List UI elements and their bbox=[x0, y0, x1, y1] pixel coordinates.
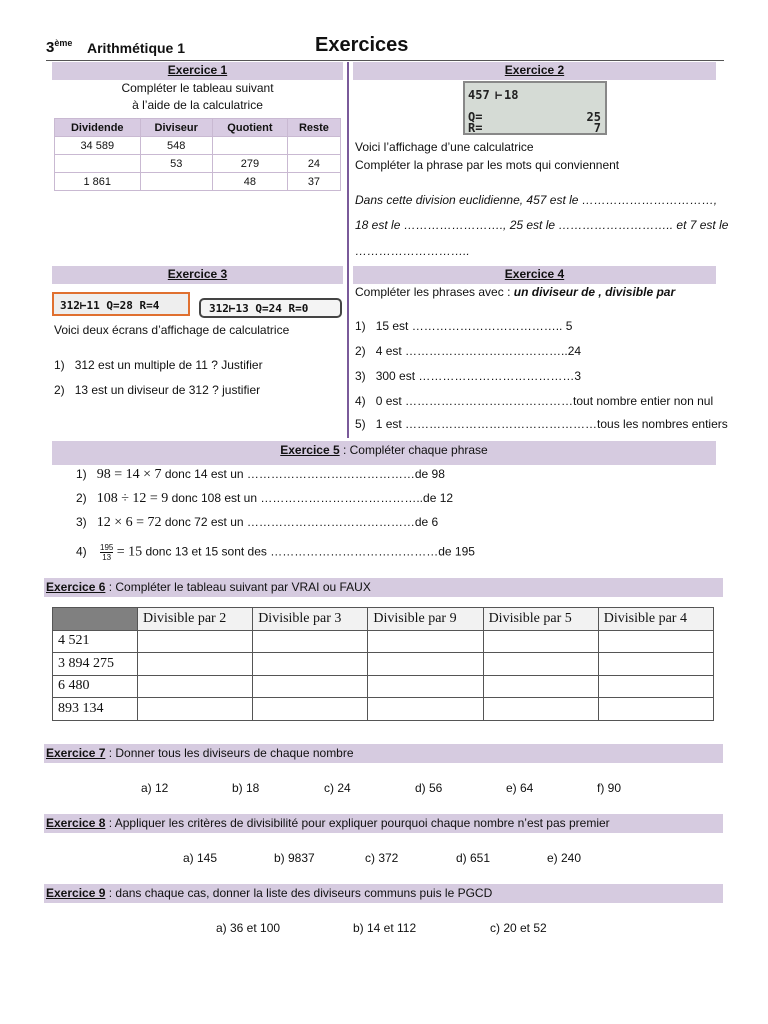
list-item: e) 64 bbox=[506, 781, 534, 795]
answer-cell[interactable] bbox=[138, 630, 253, 653]
ex4-title: Exercice 4 bbox=[504, 267, 565, 281]
list-item: b) 18 bbox=[232, 781, 260, 795]
ex1-table bbox=[54, 118, 341, 191]
list-item: d) 56 bbox=[415, 781, 443, 795]
answer-cell[interactable] bbox=[138, 698, 253, 721]
answer-cell[interactable] bbox=[368, 653, 483, 676]
answer-cell[interactable] bbox=[598, 630, 713, 653]
ex1-cell bbox=[212, 137, 287, 155]
ex1-cell: 548 bbox=[140, 137, 212, 155]
table-corner bbox=[53, 608, 138, 631]
ex5-title: Exercice 5 : Compléter chaque phrase bbox=[280, 443, 488, 457]
list-item: 1) 15 est ……………………………….. 5 bbox=[355, 319, 573, 333]
ex6-title: Exercice 6 : Compléter le tableau suivant par VRAI ou FAUX bbox=[46, 580, 371, 594]
ex6-col-header: Divisible par 5 bbox=[483, 608, 598, 631]
list-item: 3) 12 × 6 = 72 donc 72 est un ……………………………………de 6 bbox=[76, 515, 439, 530]
page-title: Exercices bbox=[315, 34, 409, 56]
ex1-instruction-1: Compléter le tableau suivant bbox=[121, 81, 274, 95]
list-item: b) 14 et 112 bbox=[353, 921, 417, 935]
ex9-title: Exercice 9 : dans chaque cas, donner la liste des diviseurs communs puis le PGCD bbox=[46, 886, 493, 900]
ex7-title: Exercice 7 : Donner tous les diviseurs de chaque nombre bbox=[46, 746, 354, 760]
list-item: a) 36 et 100 bbox=[216, 921, 281, 935]
answer-cell[interactable] bbox=[483, 698, 598, 721]
ex4-instruction: Compléter les phrases avec : un diviseur de , divisible par bbox=[355, 285, 676, 299]
ex2-sentence-1: Dans cette division euclidienne, 457 est le ……………………………, bbox=[355, 193, 718, 207]
answer-cell[interactable] bbox=[253, 630, 368, 653]
ex1-cell: 34 589 bbox=[55, 137, 141, 155]
answer-cell[interactable] bbox=[253, 675, 368, 698]
list-item: 1) 312 est un multiple de 11 ? Justifier bbox=[54, 358, 263, 372]
calculator-screen-2 bbox=[199, 298, 342, 318]
table-row bbox=[53, 698, 714, 721]
list-item: f) 90 bbox=[597, 781, 622, 795]
list-item: a) 12 bbox=[141, 781, 169, 795]
ex6-row-number: 3 894 275 bbox=[53, 653, 138, 676]
ex3-text: Voici deux écrans d’affichage de calculatrice bbox=[54, 323, 290, 337]
ex2-sentence-3: ……………………….. bbox=[355, 244, 470, 258]
ex1-col-header: Quotient bbox=[212, 119, 287, 137]
list-item: 4) $\frac{195}{13}$ = 15 donc 13 et 15 sont des ……………………………………de 195 bbox=[76, 543, 475, 562]
answer-cell[interactable] bbox=[138, 675, 253, 698]
ex1-col-header: Dividende bbox=[55, 119, 141, 137]
calc-r-label: R= bbox=[468, 121, 483, 135]
answer-cell[interactable] bbox=[253, 698, 368, 721]
table-row bbox=[55, 173, 341, 191]
ex1-cell: 24 bbox=[287, 155, 340, 173]
list-item: b) 9837 bbox=[274, 851, 315, 865]
ex6-col-header: Divisible par 3 bbox=[253, 608, 368, 631]
answer-cell[interactable] bbox=[368, 698, 483, 721]
answer-cell[interactable] bbox=[253, 653, 368, 676]
list-item: c) 24 bbox=[324, 781, 351, 795]
ex6-table bbox=[52, 607, 714, 721]
ex6-row-number: 4 521 bbox=[53, 630, 138, 653]
answer-cell[interactable] bbox=[368, 675, 483, 698]
calc-screen-text: 312⊢11 Q=28 R=4 bbox=[60, 299, 160, 312]
list-item: 5) 1 est …………………………………………tous les nombres entiers bbox=[355, 417, 728, 431]
list-item: 3) 300 est …………………………………3 bbox=[355, 369, 582, 383]
ex1-cell: 48 bbox=[212, 173, 287, 191]
answer-cell[interactable] bbox=[483, 630, 598, 653]
calc-q-label: Q= bbox=[468, 110, 483, 124]
calculator-screen bbox=[463, 81, 607, 135]
header-divider bbox=[46, 60, 724, 61]
ex6-col-header: Divisible par 9 bbox=[368, 608, 483, 631]
list-item: c) 372 bbox=[365, 851, 399, 865]
calculator-screen-1 bbox=[52, 292, 190, 316]
ex1-cell bbox=[55, 155, 141, 173]
ex1-cell: 37 bbox=[287, 173, 340, 191]
list-item: a) 145 bbox=[183, 851, 218, 865]
calc-division-icon: ⊢ bbox=[495, 88, 503, 102]
ex3-title: Exercice 3 bbox=[167, 267, 228, 281]
answer-cell[interactable] bbox=[483, 653, 598, 676]
list-item: 2) 4 est …………………………………..24 bbox=[355, 344, 582, 358]
ex1-cell bbox=[140, 173, 212, 191]
calc-r-value: 7 bbox=[593, 121, 601, 135]
answer-cell[interactable] bbox=[598, 698, 713, 721]
table-row bbox=[53, 675, 714, 698]
ex1-cell: 279 bbox=[212, 155, 287, 173]
fraction: $\frac{195}{13}$ bbox=[100, 543, 114, 562]
ex2-text-1: Voici l’affichage d’une calculatrice bbox=[355, 140, 534, 154]
ex2-title: Exercice 2 bbox=[504, 63, 565, 77]
calc-q-value: 25 bbox=[586, 110, 601, 124]
list-item: 2) 108 ÷ 12 = 9 donc 108 est un …………………………………..de 12 bbox=[76, 491, 454, 506]
column-divider bbox=[347, 62, 349, 438]
ex1-instruction-2: à l’aide de la calculatrice bbox=[132, 98, 263, 112]
calc-divisor: 18 bbox=[504, 88, 519, 102]
table-row bbox=[55, 155, 341, 173]
ex1-col-header: Diviseur bbox=[140, 119, 212, 137]
list-item: 1) 98 = 14 × 7 donc 14 est un ……………………………………de 98 bbox=[76, 467, 445, 482]
calc-screen-text: 312⊢13 Q=24 R=0 bbox=[209, 302, 309, 315]
level-label: 3ème bbox=[46, 38, 73, 56]
ex1-col-header: Reste bbox=[287, 119, 340, 137]
ex1-cell bbox=[287, 137, 340, 155]
answer-cell[interactable] bbox=[368, 630, 483, 653]
answer-cell[interactable] bbox=[598, 653, 713, 676]
calc-dividend: 457 bbox=[468, 88, 490, 102]
table-row bbox=[53, 630, 714, 653]
ex6-row-number: 893 134 bbox=[53, 698, 138, 721]
chapter-title: Arithmétique 1 bbox=[87, 40, 186, 56]
table-row bbox=[53, 653, 714, 676]
list-item: d) 651 bbox=[456, 851, 491, 865]
ex8-title: Exercice 8 : Appliquer les critères de divisibilité pour expliquer pourquoi chaque nombre n’est pas premier bbox=[46, 816, 610, 830]
ex6-col-header: Divisible par 2 bbox=[138, 608, 253, 631]
list-item: e) 240 bbox=[547, 851, 582, 865]
ex1-title: Exercice 1 bbox=[167, 63, 228, 77]
list-item: 2) 13 est un diviseur de 312 ? justifier bbox=[54, 383, 261, 397]
list-item: 4) 0 est ……………………………………tout nombre entier non nul bbox=[355, 394, 714, 408]
list-item: c) 20 et 52 bbox=[490, 921, 547, 935]
table-row bbox=[55, 137, 341, 155]
ex2-sentence-2: 18 est le ……………………., 25 est le ……………………….. et 7 est le bbox=[355, 218, 729, 232]
ex1-cell: 53 bbox=[140, 155, 212, 173]
ex6-col-header: Divisible par 4 bbox=[598, 608, 713, 631]
answer-cell[interactable] bbox=[598, 675, 713, 698]
answer-cell[interactable] bbox=[138, 653, 253, 676]
ex2-text-2: Compléter la phrase par les mots qui conviennent bbox=[355, 158, 620, 172]
ex1-cell: 1 861 bbox=[55, 173, 141, 191]
answer-cell[interactable] bbox=[483, 675, 598, 698]
ex6-row-number: 6 480 bbox=[53, 675, 138, 698]
